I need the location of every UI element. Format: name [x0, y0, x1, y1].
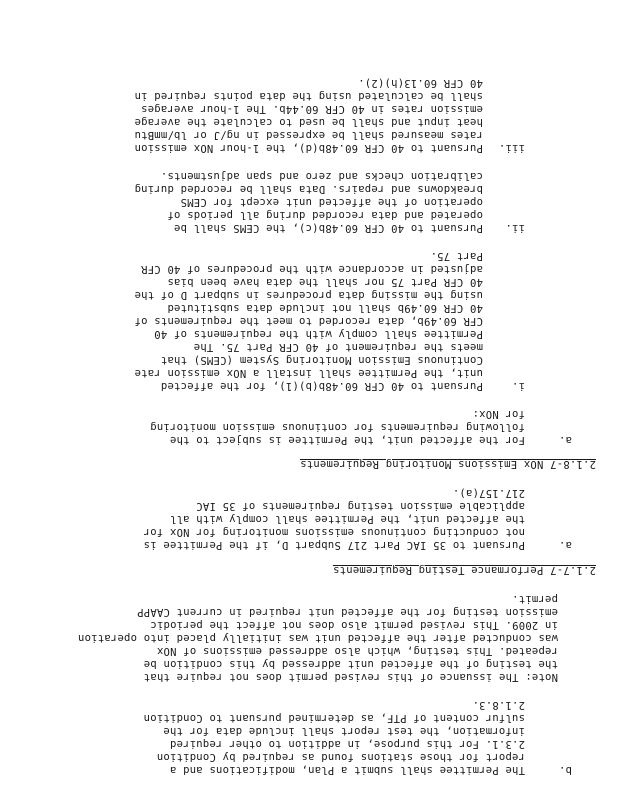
text-line: The Permittee shall submit a Plan, modifications and a [169, 764, 525, 776]
note-line: the testing of the affected unit addressed by this condition be [143, 658, 558, 670]
text-line: meets the requirement of 40 CFR Part 75. The [193, 341, 483, 353]
text-line: report for those stations found as required by Condition [156, 751, 525, 763]
text-line: calibration checks and zero and span adjustments. [160, 170, 483, 182]
text-line: 40 CFR 60.13(h)(2). [358, 77, 483, 89]
text-line: Pursuant to 40 CFR 60.48b(b)(1), for the affected [160, 380, 483, 392]
note-line: repeated. This testing, which also addressed emissions of NOx [156, 645, 558, 657]
text-line: shall be calculated using the data points required in [134, 90, 483, 102]
text-line: Permittee shall comply with the requirements of 40 [154, 328, 483, 340]
note-line: Note: The issuance of this revised permit does not require that [143, 671, 558, 683]
section-heading-nox-monitoring: 2.1.8-7 NOx Emissions Monitoring Requirements [299, 458, 596, 470]
text-line: following requirements for continuous emission monitoring [150, 421, 525, 433]
condition-b-label: b. [558, 764, 572, 776]
item-i-label: i. [511, 380, 525, 392]
text-line: Pursuant to 40 CFR 60.48b(d), the 1-hour NOx emission [134, 142, 483, 154]
text-line: Continuous Emission Monitoring System (CEMS) that [160, 354, 483, 366]
note-line: emission testing for the affected unit required in current CAAPP [137, 606, 558, 618]
note-line: was conducted after the affected unit was initially placed into operation [77, 632, 558, 644]
text-line: For the affected unit, the Permittee is subject to the [169, 434, 525, 446]
text-line: Pursuant to 35 IAC Part 217 Subpart D, if the Permittee is [143, 539, 525, 551]
text-line: heat input and shall be used to calculate the average [134, 116, 483, 128]
text-line: applicable emission testing requirements of 35 IAC [196, 500, 525, 512]
condition-a-label: a. [558, 434, 572, 446]
text-line: CFR 60.49b, data recorded to meet the requirements of [134, 315, 483, 327]
note-line: in 2009. This revised permit also does not affect the periodic [150, 619, 558, 631]
text-line: operation of the affected unit except for CEMS [180, 196, 483, 208]
text-line: sulfur content of PTF, as determined pursuant to Condition [143, 712, 525, 724]
item-iii-label: iii. [498, 142, 525, 154]
text-line: unit, the Permittee shall install a NOx emission rate [134, 367, 483, 379]
text-line: for NOx: [472, 408, 525, 420]
section-heading-performance-testing: 2.1.7-7 Performance Testing Requirements [332, 564, 596, 576]
text-line: operated and data recorded during all periods of [167, 209, 483, 221]
text-line: Pursuant to 40 CFR 60.48b(c), the CEMS shall be [173, 222, 483, 234]
item-ii-label: ii. [505, 222, 525, 234]
text-line: 217.157(a). [452, 487, 525, 499]
text-line: 2.1.8.3. [472, 699, 525, 711]
note-line: permit. [511, 593, 558, 605]
text-line: adjusted in accordance with the procedures of 40 CFR [140, 263, 483, 275]
text-line: not conducting continuous emissions monitoring for NOx for [143, 526, 525, 538]
text-line: the affected unit, the Permittee shall comply with all [169, 513, 525, 525]
text-line: rates measured shall be expressed in ng/J or lb/mmBtu [134, 129, 483, 141]
text-line: using the missing data procedures in subpart D of the [134, 289, 483, 301]
condition-a-label: a. [558, 539, 572, 551]
text-line: 2.3.1. For this purpose, in addition to other required [169, 738, 525, 750]
text-line: Part 75. [430, 250, 483, 262]
text-line: information, the test report shall include data for the [163, 725, 525, 737]
text-line: emission rates in 40 CFR 60.44b. The 1-hour averages [140, 103, 483, 115]
text-line: 40 CFR 60.49b shall not include data substituted [167, 302, 483, 314]
text-line: breakdowns and repairs. Data shall be recorded during [134, 183, 483, 195]
text-line: 40 CFR Part 75 nor shall the data have been bias [167, 276, 483, 288]
